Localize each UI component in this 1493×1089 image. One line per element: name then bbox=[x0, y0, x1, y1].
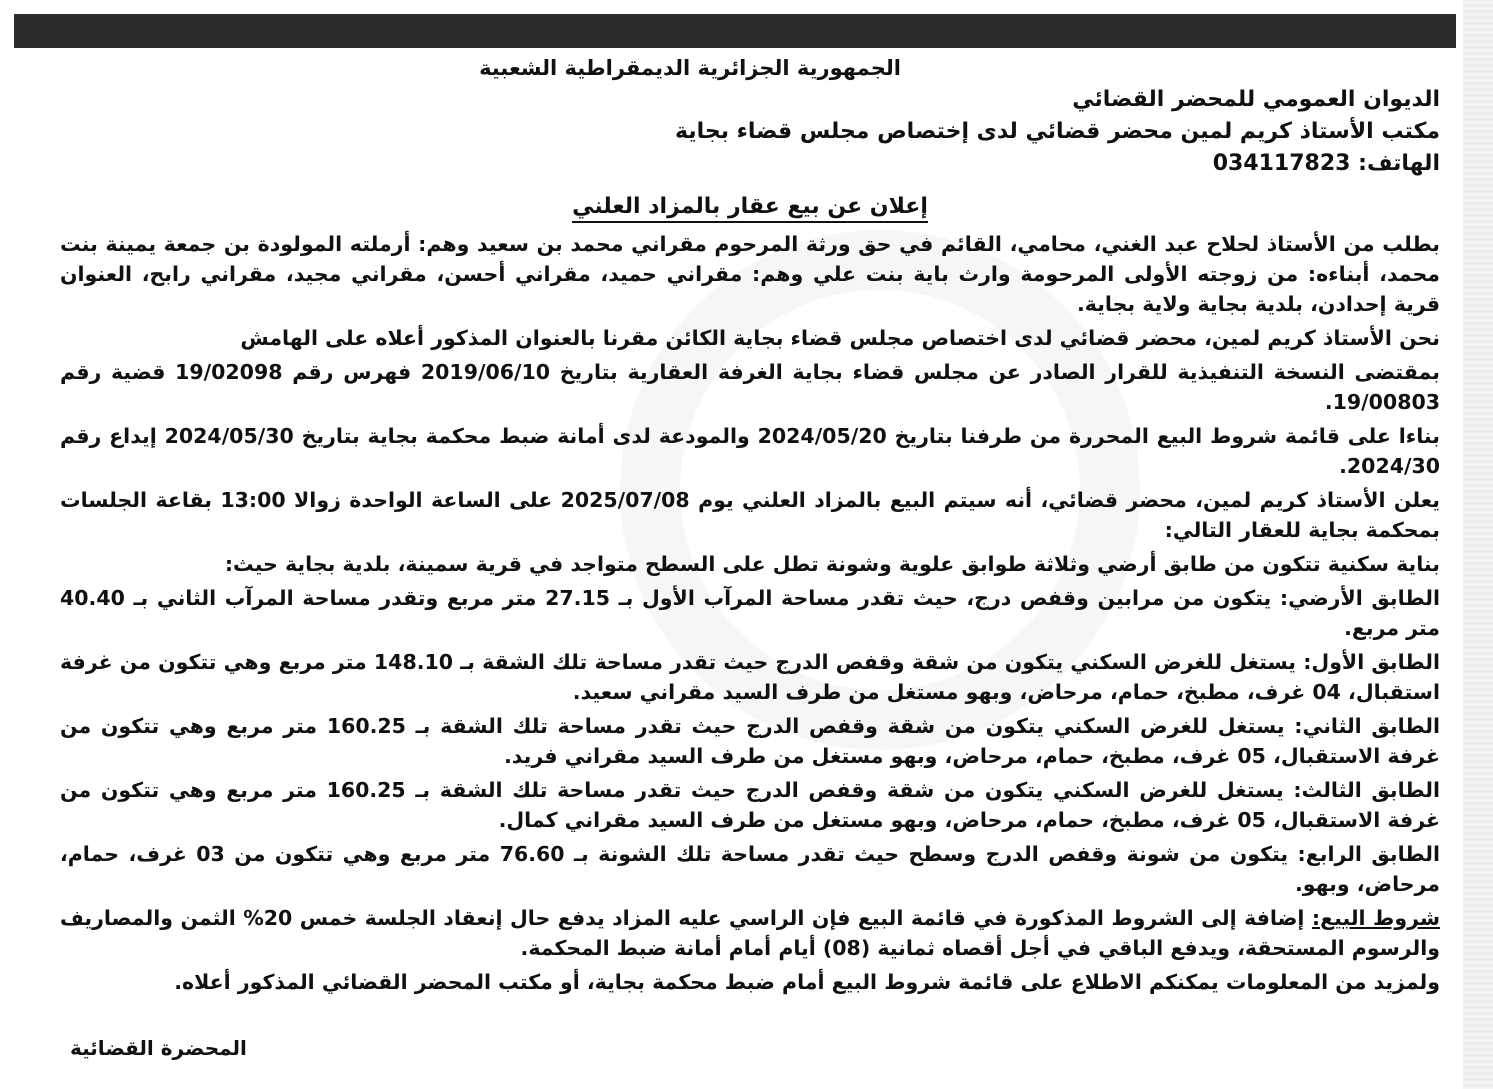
bailiff-heading: مكتب الأستاذ كريم لمين محضر قضائي لدى إختصاص مجلس قضاء بجاية bbox=[674, 119, 1440, 144]
paragraph-decision: بمقتضى النسخة التنفيذية للقرار الصادر عن مجلس قضاء بجاية الغرفة العقارية بتاريخ 2019/06/10 فهرس رقم 19/02098 قضية رقم 19/00803. bbox=[60, 360, 1440, 414]
announcement-title-text: إعلان عن بيع عقار بالمزاد العلني bbox=[572, 194, 928, 223]
paragraph-fourth-floor: الطابق الرابع: يتكون من شونة وقفص الدرج وسطح حيث تقدر مساحة تلك الشونة بـ 76.60 متر مربع وهي تتكون من 03 غرف، حمام، مرحاض، وبهو. bbox=[60, 842, 1440, 896]
announcement-title bbox=[60, 194, 1440, 219]
paragraph-sale-date: يعلن الأستاذ كريم لمين، محضر قضائي، أنه سيتم البيع بالمزاد العلني يوم 2025/07/08 على الساعة الواحدة زوالا 13:00 بقاعة الجلسات بمحكمة بجاية للعقار التالي: bbox=[60, 488, 1440, 542]
paragraph-ground-floor: الطابق الأرضي: يتكون من مرابين وقفص درج، حيث تقدر مساحة المرآب الأول بـ 27.15 متر مربع وتقدر مساحة المرآب الثاني بـ 40.40 متر مربع. bbox=[60, 586, 1440, 640]
republic-heading: الجمهورية الجزائرية الديمقراطية الشعبية bbox=[479, 56, 901, 80]
paragraph-first-floor: الطابق الأول: يستغل للغرض السكني يتكون من شقة وقفص الدرج حيث تقدر مساحة تلك الشقة بـ 148.10 متر مربع وهي تتكون من غرفة استقبال، 04 غرف، مطبخ، حمام، مرحاض، وبهو مستغل من طرف السيد مقراني سعيد. bbox=[60, 650, 1440, 704]
sale-terms-label: شروط البيع: bbox=[1311, 906, 1440, 930]
office-heading: الديوان العمومي للمحضر القضائي bbox=[1072, 87, 1440, 112]
scan-right-edge bbox=[1463, 0, 1493, 1089]
paragraph-bailiff: نحن الأستاذ كريم لمين، محضر قضائي لدى اختصاص مجلس قضاء بجاية الكائن مقرنا بالعنوان المذكور أعلاه على الهامش bbox=[240, 326, 1440, 350]
paragraph-third-floor: الطابق الثالث: يستغل للغرض السكني يتكون من شقة وقفص الدرج حيث تقدر مساحة تلك الشقة بـ 160.25 متر مربع وهي تتكون من غرفة الاستقبال، 05 غرف، مطبخ، حمام، مرحاض، وبهو مستغل من طرف السيد مقراني كمال. bbox=[60, 778, 1440, 832]
scan-top-bar bbox=[14, 14, 1456, 48]
announcement-page bbox=[60, 52, 1440, 1001]
paragraph-more-info: ولمزيد من المعلومات يمكنكم الاطلاع على قائمة شروط البيع أمام ضبط محكمة بجاية، أو مكتب المحضر القضائي المذكور أعلاه. bbox=[174, 970, 1440, 994]
paragraph-building: بناية سكنية تتكون من طابق أرضي وثلاثة طوابق علوية وشونة تطل على السطح متواجد في قرية سمينة، بلدية بجاية حيث: bbox=[224, 552, 1440, 576]
paragraph-conditions-list: بناءا على قائمة شروط البيع المحررة من طرفنا بتاريخ 2024/05/20 والمودعة لدى أمانة ضبط محكمة بجاية بتاريخ 2024/05/30 إيداع رقم 2024/30. bbox=[60, 424, 1440, 478]
phone-line: الهاتف: 034117823 bbox=[1212, 151, 1440, 176]
paragraph-request: بطلب من الأستاذ لحلاح عبد الغني، محامي، القائم في حق ورثة المرحوم مقراني محمد بن سعيد وهم: أرملته المولودة بن جمعة يمينة بنت محمد، أبناءه: من زوجته الأولى المرحومة وارث باية بنت علي وهم: مقراني حميد، مقراني أحسن، مقراني مجيد، مقراني رابح، العنوان قرية إحدادن، بلدية بجاية ولاية بجاية. bbox=[60, 232, 1440, 316]
signature: المحضرة القضائية bbox=[70, 1036, 247, 1060]
paragraph-second-floor: الطابق الثاني: يستغل للغرض السكني يتكون من شقة وقفص الدرج حيث تقدر مساحة تلك الشقة بـ 160.25 متر مربع وهي تتكون من غرفة الاستقبال، 05 غرف، مطبخ، حمام، مرحاض، وبهو مستغل من طرف السيد مقراني فريد. bbox=[60, 714, 1440, 768]
paragraph-sale-terms bbox=[60, 903, 1440, 963]
sale-terms-text: إضافة إلى الشروط المذكورة في قائمة البيع فإن الراسي عليه المزاد يدفع حال إنعقاد الجلسة خمس 20% الثمن والمصاريف والرسوم المستحقة، ويدفع الباقي في أجل أقصاه ثمانية (08) أيام أمام أمانة ضبط المحكمة. bbox=[60, 906, 1440, 960]
